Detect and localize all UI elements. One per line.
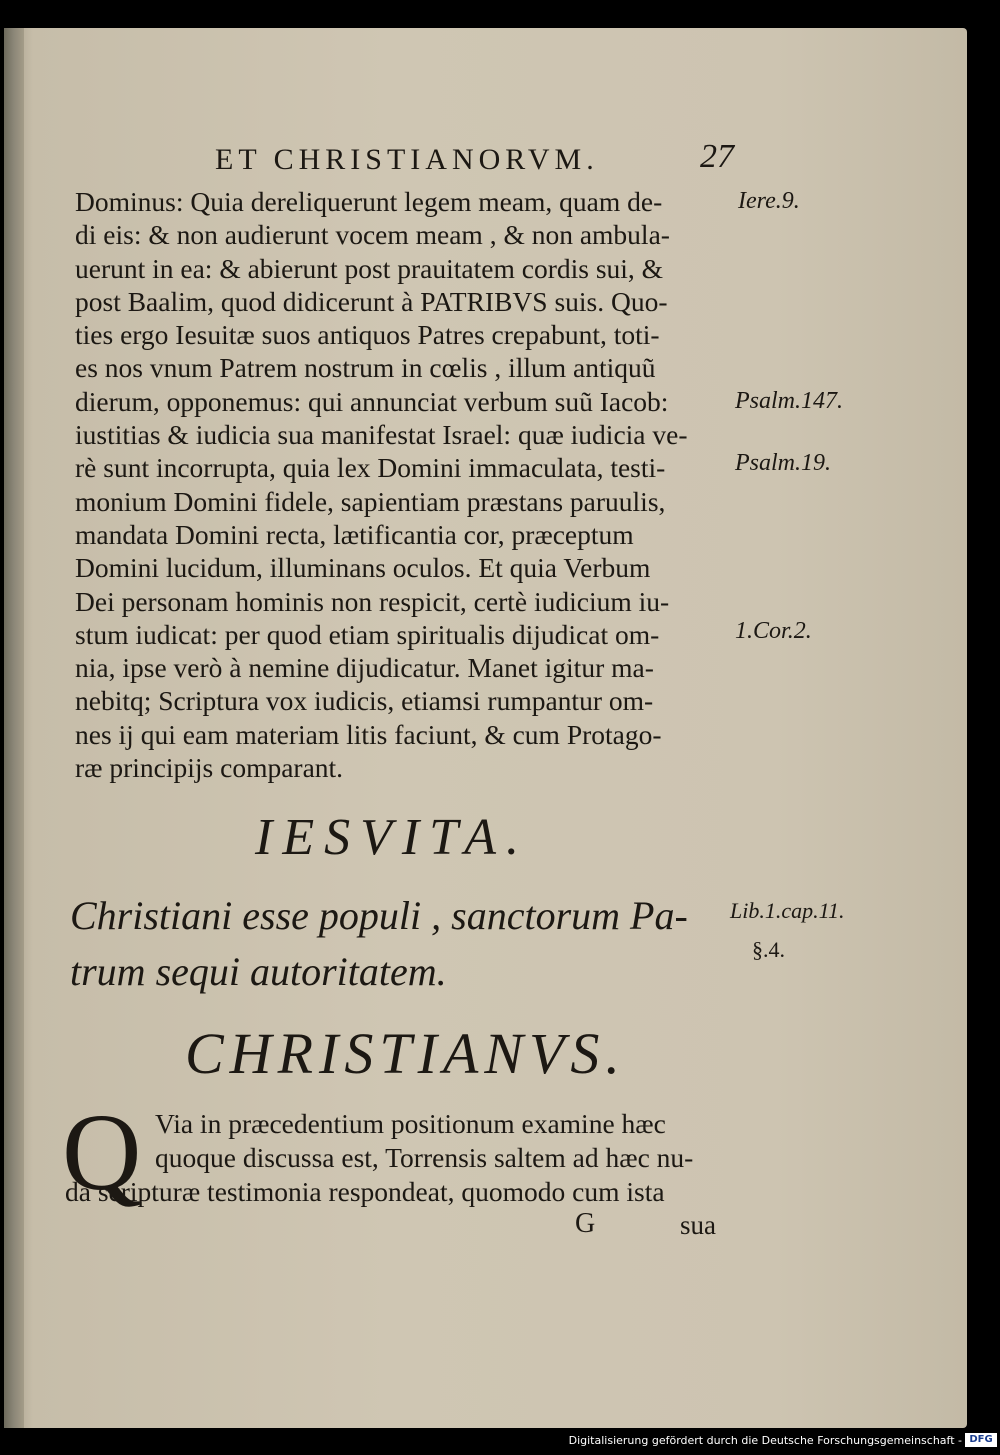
drop-cap: Q xyxy=(62,1091,142,1213)
body-line: quoque discussa est, Torrensis saltem ad hæc nu- xyxy=(155,1142,694,1173)
margin-note-section: §.4. xyxy=(752,937,785,962)
body-line: Domini lucidum, illuminans oculos. Et quia Verbum xyxy=(75,552,651,584)
thesis xyxy=(70,888,730,1000)
margin-note-lib: Lib.1.cap.11. xyxy=(730,898,845,923)
body-line: rè sunt incorrupta, quia lex Domini immaculata, testi- xyxy=(75,452,666,484)
dfg-logo: DFG xyxy=(965,1433,997,1447)
body-line: ræ principijs comparant. xyxy=(75,752,344,784)
final-paragraph xyxy=(65,1107,735,1209)
binding-edge xyxy=(4,28,24,1428)
body-line: mandata Domini recta, lætificantia cor, præceptum xyxy=(75,518,634,550)
thesis-line: trum sequi autoritatem. xyxy=(70,949,447,994)
body-line: post Baalim, quod didicerunt à PATRIBVS suis. Quo- xyxy=(75,285,668,317)
margin-note-psalm-19: Psalm.19. xyxy=(735,450,831,476)
body-line: iustitias & iudicia sua manifestat Israel: quæ iudicia ve- xyxy=(75,419,688,451)
body-line: ties ergo Iesuitæ suos antiquos Patres crepabunt, toti- xyxy=(75,319,660,351)
heading-christianus: CHRISTIANVS. xyxy=(185,1021,626,1086)
body-line: dierum, opponemus: qui annunciat verbum suũ Iacob: xyxy=(75,385,669,417)
heading-jesuita: IESVITA. xyxy=(255,809,529,866)
body-line: es nos vnum Patrem nostrum in cœlis , illum antiquũ xyxy=(75,352,656,384)
signature-mark: G xyxy=(575,1208,596,1239)
catchword: sua xyxy=(680,1210,716,1240)
body-line: Dei personam hominis non respicit, certè iudicium iu- xyxy=(75,585,670,617)
body-line: da scripturæ testimonia respondeat, quomodo cum ista xyxy=(65,1176,665,1207)
thesis-line: Christiani esse populi , sanctorum Pa- xyxy=(70,893,688,938)
body-line: uerunt in ea: & abierunt post prauitatem cordis sui, & xyxy=(75,252,664,284)
body-line: nebitq; Scriptura vox iudicis, etiamsi rumpantur om- xyxy=(75,685,654,717)
funding-footer: Digitalisierung gefördert durch die Deutsche Forschungsgemeinschaft - xyxy=(568,1434,962,1447)
margin-note-psalm-147: Psalm.147. xyxy=(735,388,843,414)
page-number: 27 xyxy=(700,138,734,175)
margin-note-jere: Iere.9. xyxy=(738,188,800,214)
running-head: ET CHRISTIANORVM. xyxy=(215,143,599,176)
body-line: nes ij qui eam materiam litis faciunt, & cum Protago- xyxy=(75,718,662,750)
body-line: stum iudicat: per quod etiam spiritualis dijudicat om- xyxy=(75,618,660,650)
body-line: Dominus: Quia dereliquerunt legem meam, quam de- xyxy=(75,186,663,217)
body-line: nia, ipse verò à nemine dijudicatur. Manet igitur ma- xyxy=(75,652,654,684)
body-text xyxy=(75,185,735,784)
body-line: monium Domini fidele, sapientiam præstans paruulis, xyxy=(75,485,666,517)
body-line: Via in præcedentium positionum examine hæc xyxy=(155,1108,666,1139)
margin-note-cor: 1.Cor.2. xyxy=(735,618,812,644)
body-line: di eis: & non audierunt vocem meam , & non ambula- xyxy=(75,219,670,251)
